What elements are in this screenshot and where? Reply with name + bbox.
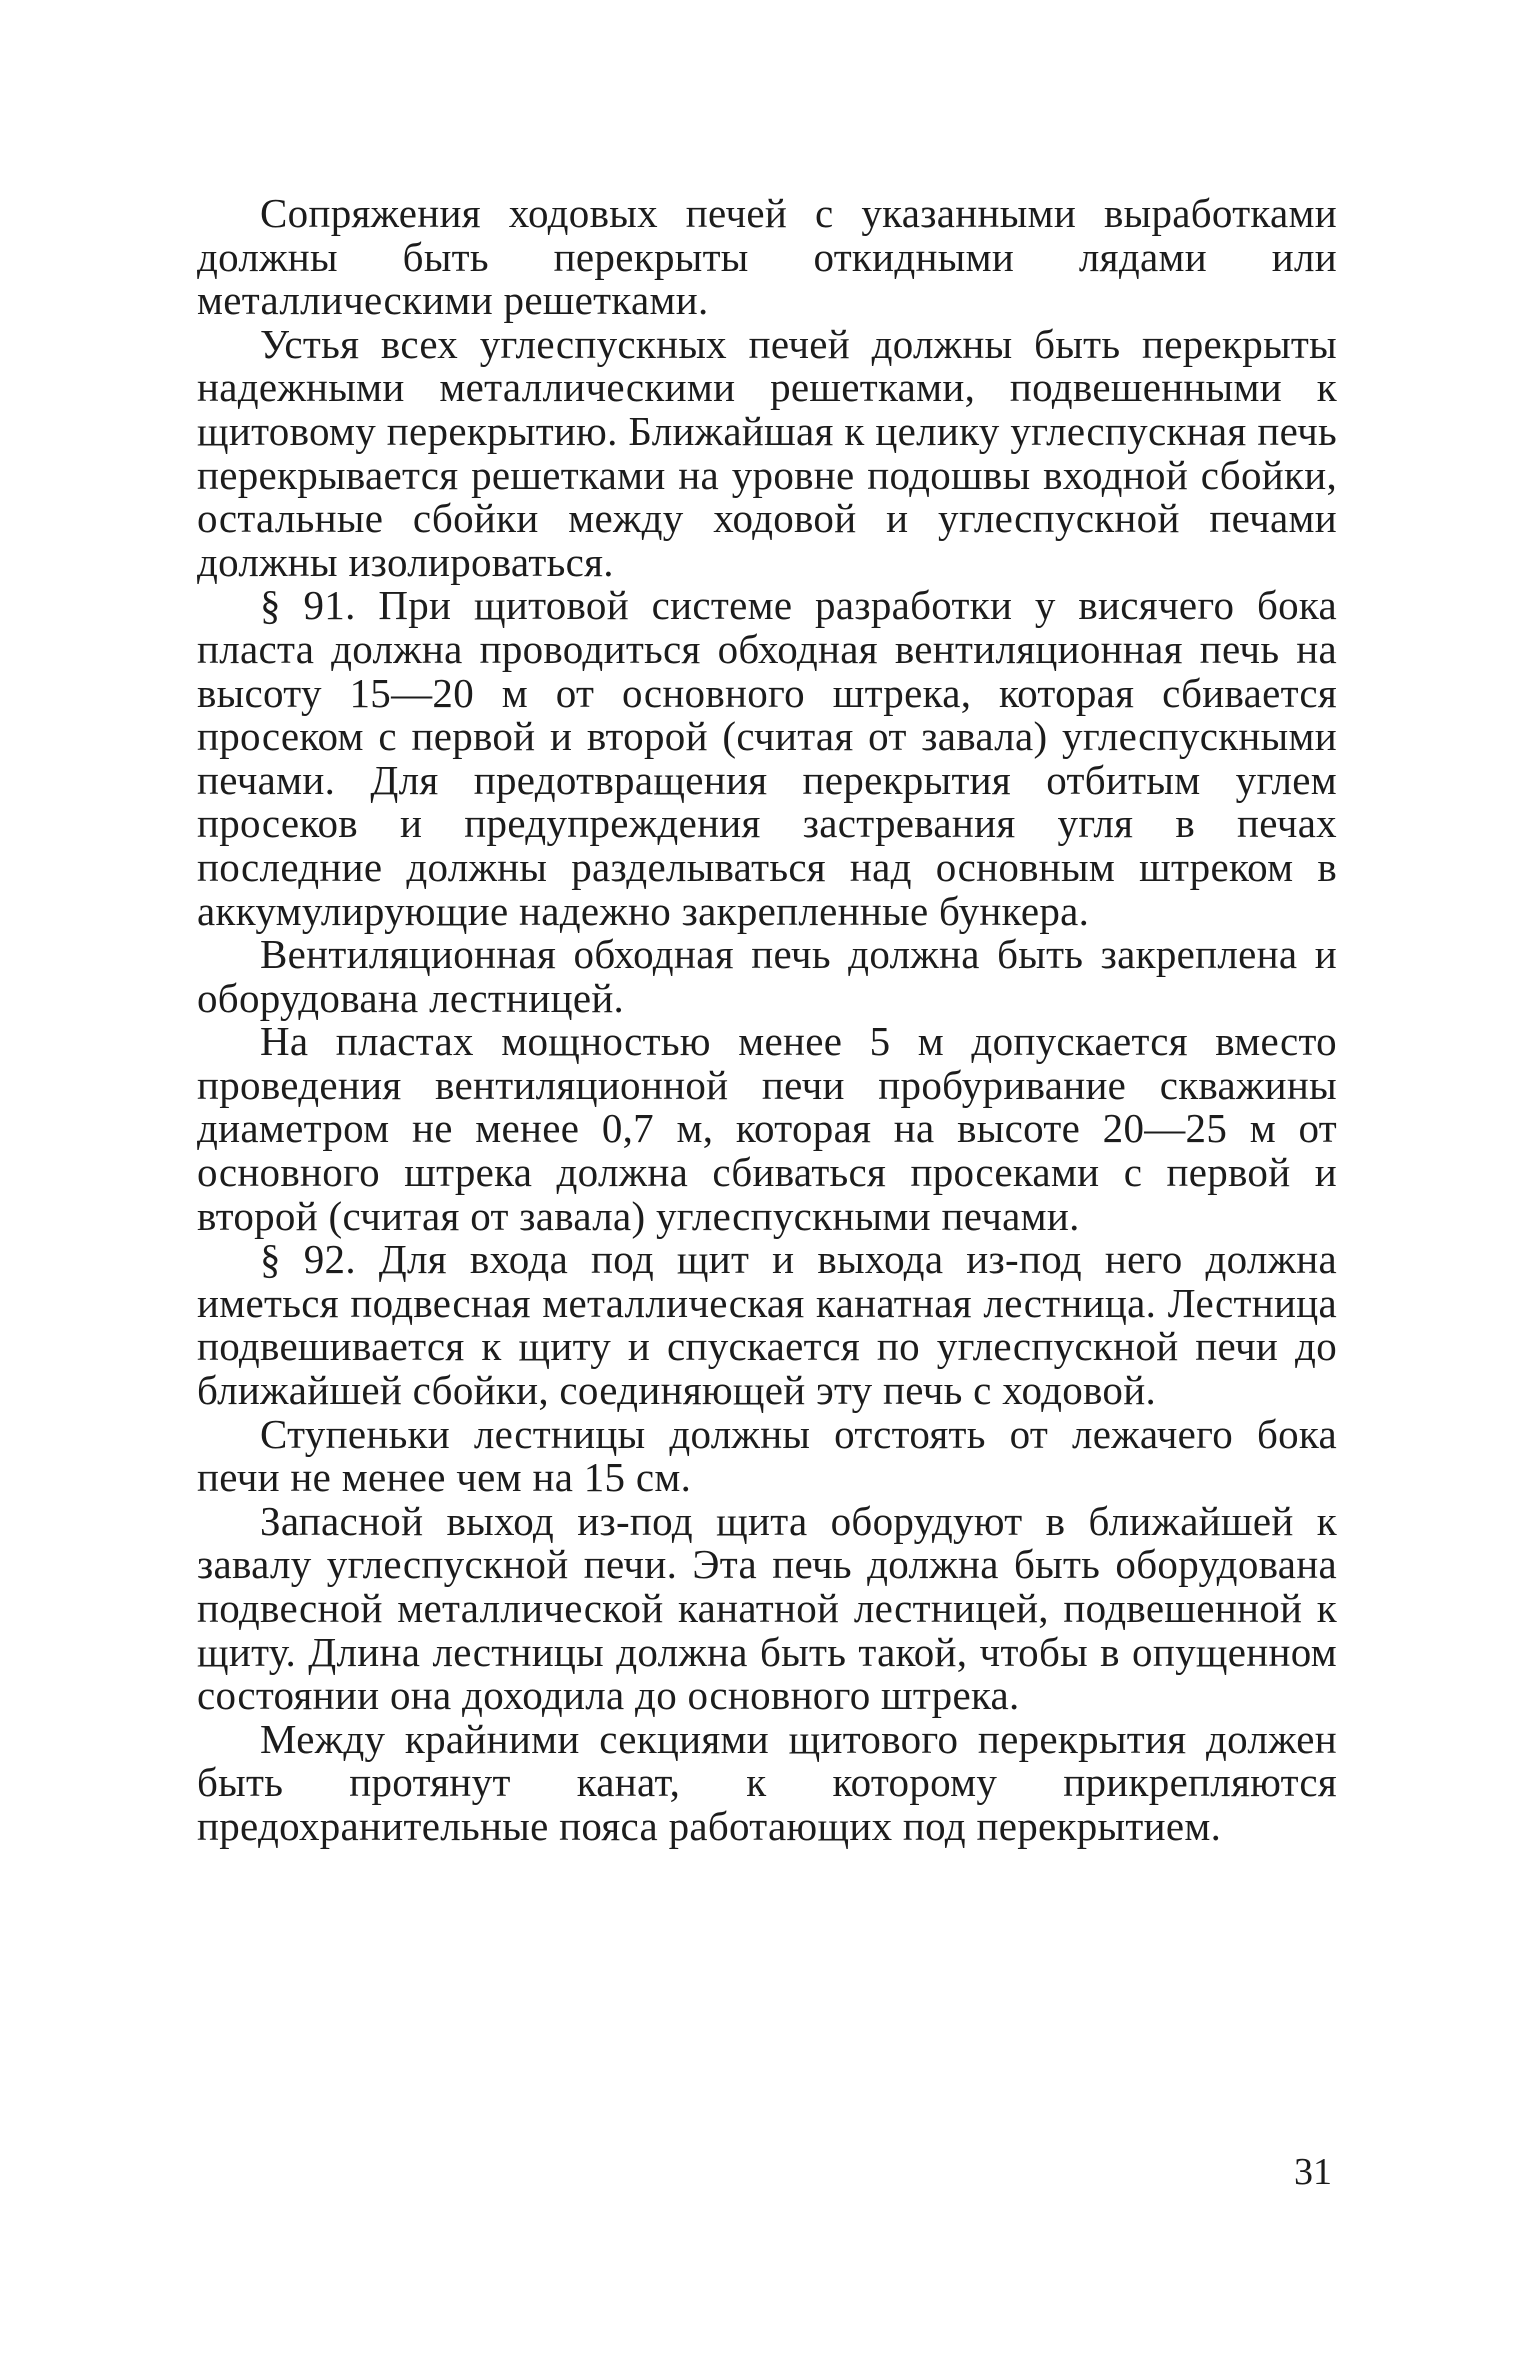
paragraph-6: § 92. Для входа под щит и выхода из-под него должна иметься подвесная металлическая канатная лестница. Лестница подвешивается к щиту и спускается по углеспускной печи до ближайшей сбойки, соединяющей эту печь с ходовой. (197, 1236, 1337, 1414)
paragraph-3: § 91. При щитовой системе разработки у висячего бока пласта должна проводиться обходная вентиляционная печь на высоту 15—20 м от основного штрека, которая сбивается просеком с первой и второй (считая от завала) углеспускными печами. Для предотвращения перекрытия отбитым углем просеков и предупреждения застревания угля в печах последние должны разделываться над основным штреком в аккумулирующие надежно закрепленные бункера. (197, 582, 1337, 934)
page-number: 31 (1294, 2151, 1332, 2193)
paragraph-5: На пластах мощностью менее 5 м допускается вместо проведения вентиляционной печи пробуривание скважины диаметром не менее 0,7 м, которая на высоте 20—25 м от основного штрека должна сбиваться просеками с первой и второй (считая от завала) углеспускными печами. (197, 1018, 1337, 1239)
paragraph-9: Между крайними секциями щитового перекрытия должен быть протянут канат, к которому прикрепляются предохранительные пояса работающих под перекрытием. (197, 1715, 1337, 1849)
paragraph-8: Запасной выход из-под щита оборудуют в ближайшей к завалу углеспускной печи. Эта печь должна быть оборудована подвесной металлической канатной лестницей, подвешенной к щиту. Длина лестницы должна быть такой, чтобы в опущенном состоянии она доходила до основного штрека. (197, 1497, 1337, 1719)
paragraph-7: Ступеньки лестницы должны отстоять от лежачего бока печи не менее чем на 15 см. (197, 1410, 1337, 1501)
paragraph-2: Устья всех углеспускных печей должны быть перекрыты надежными металлическими решетками, подвешенными к щитовому перекрытию. Ближайшая к целику углеспускная печь перекрывается решетками на уровне подошвы входной сбойки, остальные сбойки между ходовой и углеспускной печами должны изолироваться. (197, 320, 1337, 585)
paragraph-4: Вентиляционная обходная печь должна быть закреплена и оборудована лестницей. (197, 931, 1337, 1021)
paragraph-1: Сопряжения ходовых печей с указанными выработками должны быть перекрыты откидными лядами или металлическими решетками. (197, 190, 1337, 324)
body-text (197, 192, 1337, 1849)
